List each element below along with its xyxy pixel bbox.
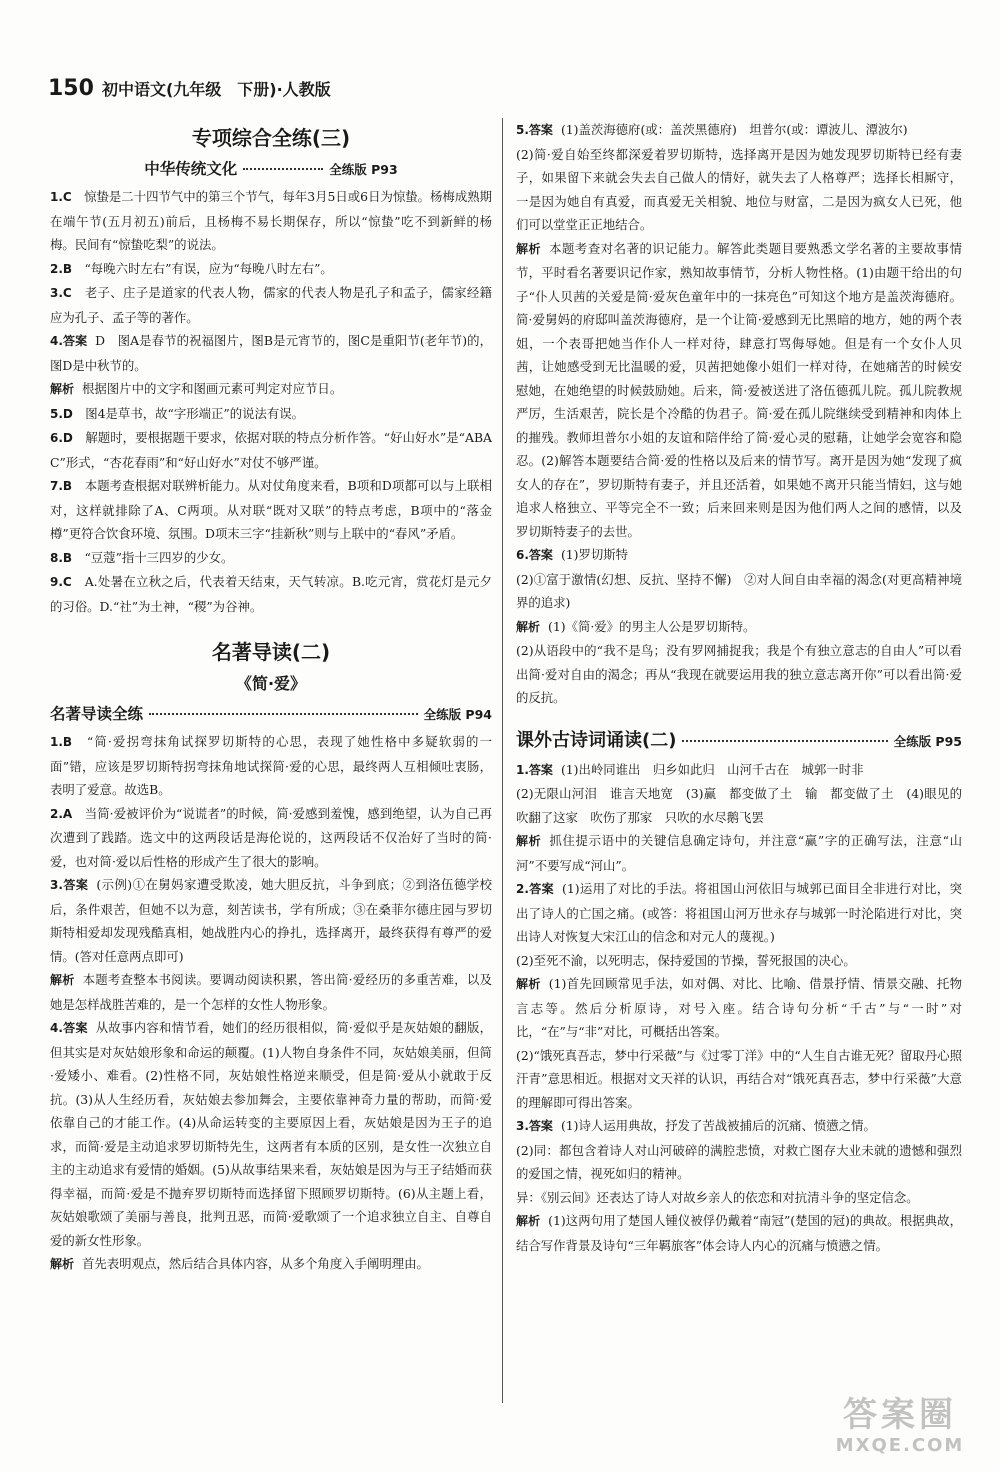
answer-item xyxy=(516,972,962,1044)
item-text: (2)从语段中的“我不是鸟；没有罗网捕捉我；我是个有独立意志的自由人”可以看出简·爱对自由的渴念；再从“我现在就要运用我的独立意志离开你”可以看出简·爱的反抗。 xyxy=(516,643,962,705)
item-label: 解析 xyxy=(50,1257,75,1271)
answer-item xyxy=(50,968,492,1016)
subsection-classics xyxy=(50,702,492,724)
subsection-traditional-culture xyxy=(50,157,492,179)
answer-item xyxy=(50,426,492,474)
book-title: 《简·爱》 xyxy=(235,674,307,693)
item-number: 4. xyxy=(50,1021,63,1035)
item-text: D 图A是春节的祝福图片，图B是元宵节的，图C是重阳节(老年节)的，图D是中秋节的。 xyxy=(50,333,492,373)
answer-item xyxy=(516,1209,962,1257)
answer-item xyxy=(516,949,962,973)
page-ref: 全练版 P95 xyxy=(893,733,962,749)
answer-list-4 xyxy=(516,758,962,1258)
answer-item xyxy=(50,873,492,968)
item-number: 3. xyxy=(516,1119,529,1133)
watermark-url: MXQE.COM xyxy=(835,1435,965,1456)
answer-item xyxy=(516,758,962,783)
item-text: (1)出岭同谁出 归乡如此归 山河千古在 城郭一时非 xyxy=(560,761,864,777)
item-number: 8.B xyxy=(50,550,73,565)
subsection-title: 名著导读全练 xyxy=(50,705,144,723)
item-text: “简·爱拐弯抹角试探罗切斯特的心思，表现了她性格中多疑软弱的一面”错，应该是罗切斯特拐弯抹角地试探简·爱的心思，最终两人互相倾吐衷肠，表明了爱意。故选B。 xyxy=(50,734,492,797)
watermark-text: 答案圈 xyxy=(843,1395,957,1435)
page-number: 150 xyxy=(48,75,94,101)
item-text: “豆蔻”指十三四岁的少女。 xyxy=(84,549,234,565)
item-label: 答案 xyxy=(528,548,553,562)
item-text: (2)同：都包含着诗人对山河破碎的满腔悲愤，对救亡图存大业未就的遗憾和强烈的爱国之情，视死如归的精神。 xyxy=(516,1142,962,1181)
item-text: (2)“饿死真吾志，梦中行采薇”与《过零丁洋》中的“人生自古谁无死？留取丹心照汗青”意思相近。根据对文天祥的认识，再结合对“饿死真吾志，梦中行采薇”大意的理解即可得出答案。 xyxy=(516,1047,962,1110)
item-text: (2)简·爱自始至终都深爱着罗切斯特，选择离开是因为她发现罗切斯特已经有妻子，如果留下来就会失去自己做人的情好，就失去了人格尊严；选择长相厮守，一是因为她自有真爱，而真爱无关相貌、地位与财富，二是因为疯女人已死，他们可以堂堂正正地结合。 xyxy=(516,146,962,232)
answer-item xyxy=(50,377,492,402)
answer-item xyxy=(50,546,492,571)
item-text: 老子、庄子是道家的代表人物，儒家的代表人物是孔子和孟子，儒家经籍应为孔子、孟子等的著作。 xyxy=(50,285,492,325)
right-column xyxy=(516,118,962,1257)
item-text: (1)运用了对比的手法。将祖国山河依旧与城郭已面目全非进行对比，突出了诗人的亡国之痛。(或答：将祖国山河万世永存与城郭一时沦陷进行对比，突出诗人对恢复大宋江山的信念和对元人的蔑视。) xyxy=(516,881,962,944)
item-number: 6. xyxy=(516,548,529,562)
item-number: 2. xyxy=(516,882,529,896)
answer-item xyxy=(50,474,492,546)
answer-item xyxy=(516,1139,962,1186)
item-number: 5. xyxy=(516,123,529,137)
answer-list-3 xyxy=(516,118,962,710)
item-label: 解析 xyxy=(516,619,541,634)
answer-item xyxy=(516,639,962,710)
item-text: 惊蛰是二十四节气中的第三个节气，每年3月5日或6日为惊蛰。杨梅成熟期在端午节(五月初五)前后，且杨梅不易长期保存，所以“惊蛰”吃不到新鲜的杨梅。民间有“惊蛰吃梨”的说法。 xyxy=(50,189,492,252)
item-number: 6.D xyxy=(50,431,73,445)
item-label: 答案 xyxy=(62,878,89,892)
item-number: 1.B xyxy=(50,735,73,749)
item-label: 解析 xyxy=(50,382,75,396)
item-number: 1.C xyxy=(50,190,72,204)
item-text: (2)无限山河泪 谁言天地宽 (3)赢 都变做了土 输 都变做了土 (4)眼见的吹翻了这家 吹伤了那家 只吹的水尽鹅飞罢 xyxy=(516,786,962,825)
answer-item xyxy=(50,802,492,874)
item-text: (示例)①在舅妈家遭受欺凌，她大胆反抗，斗争到底；②到洛伍德学校后，条件艰苦，但她不以为意，刻苦读书，学有所成；③在桑菲尔德庄园与罗切斯特相爱却发现残酷真相，她战胜内心的挣扎，选择离开，最终获得有尊严的爱情。(答对任意两点即可) xyxy=(50,877,492,964)
item-text: “每晚六时左右”有误，应为“每晚八时左右”。 xyxy=(84,260,333,276)
book-title-header: 初中语文(九年级 下册)·人教版 xyxy=(101,79,331,99)
subsection-title: 中华传统文化 xyxy=(144,160,238,178)
answer-item xyxy=(50,329,492,377)
item-label: 答案 xyxy=(528,882,554,896)
item-number: 2.A xyxy=(50,806,73,821)
watermark-logo xyxy=(820,1395,980,1465)
section-title-1: 专项综合全练(三) xyxy=(191,126,351,150)
answer-item xyxy=(50,257,492,282)
answer-item xyxy=(50,1016,492,1252)
item-text: 本题考查对名著的识记能力。解答此类题目要熟悉文学名著的主要故事情节，平时看名著要识记作家，熟知故事情节，分析人物性格。(1)由题干给出的句子“仆人贝茜的关爱是简·爱灰色童年中的一抹亮色”可知这个地方是盖茨海德府。简·爱舅妈的府邸叫盖茨海德府，是一个让简·爱感到无比黑暗的地方，她的两个表姐，一个表哥把她当作仆人一样对待，肆意打骂侮辱她。但是有一个女仆人贝茜，让她感受到无比温暖的爱，贝茜把她像小姐们一样对待，在她痛苦的时候安慰她，在她绝望的时候鼓励她。后来，简·爱被送进了洛伍德孤儿院。孤儿院教规严厉，生活艰苦，院长是个冷酷的伪君子。简·爱在孤儿院继续受到精神和肉体上的摧残。教师坦普尔小姐的友谊和陪伴给了简·爱心灵的慰藉，让她学会宽容和隐忍。(2)解答本题要结合简·爱的性格以及后来的情节写。离开是因为她“发现了疯女人的存在”，罗切斯特有妻子，并且还活着，如果她不离开只能当情妇，这与她追求人格独立、平等完全不一致；后来回来则是因为他们两人之间的感情，以及罗切斯特妻子的去世。 xyxy=(516,240,962,539)
answer-item xyxy=(516,237,962,544)
item-text: (1)盖茨海德府(或：盖茨黑德府) 坦普尔(或：谭波儿、潭波尔) xyxy=(560,122,908,137)
item-text: 根据图片中的文字和图画元素可判定对应节日。 xyxy=(82,381,343,396)
answer-item xyxy=(50,281,492,329)
item-number: 4. xyxy=(50,334,63,348)
item-label: 答案 xyxy=(528,1119,553,1133)
column-divider xyxy=(502,118,503,1403)
item-label: 解析 xyxy=(516,1214,541,1228)
answer-item xyxy=(516,1114,962,1139)
item-number: 5.D xyxy=(50,406,73,421)
item-text: 当简·爱被评价为“说谎者”的时候，简·爱感到羞愧，感到绝望，认为自己再次遭到了践踏。选文中的这两段话是海伦说的，这两段话不仅治好了当时的简·爱，也对简·爱以后性格的形成产生了很大的影响。 xyxy=(50,805,492,869)
answer-item xyxy=(516,1044,962,1115)
item-label: 答案 xyxy=(528,123,553,137)
answer-list-1 xyxy=(50,185,492,618)
subsection-ancient-poetry xyxy=(516,726,962,752)
item-text: A.处暑在立秋之后，代表着天结束，天气转凉。B.吃元宵，赏花灯是元夕的习俗。D.“社”为土神，“稷”为谷神。 xyxy=(50,574,492,614)
item-label: 答案 xyxy=(62,334,88,348)
item-text: 本题考查整本书阅读。要调动阅读积累，答出简·爱经历的多重苦难，以及她是怎样战胜苦难的，是一个怎样的女性人物形象。 xyxy=(50,972,492,1012)
item-number: 2.B xyxy=(50,261,73,276)
item-number: 3.C xyxy=(50,286,72,300)
item-text: (1)这两句用了楚国人锺仪被俘仍戴着“南冠”(楚国的冠)的典故。根据典故，结合写作背景及诗句“三年羁旅客”体会诗人内心的沉痛与愤懑之情。 xyxy=(516,1213,962,1253)
answer-item xyxy=(516,782,962,829)
item-text: 本题考查根据对联辨析能力。从对仗角度来看，B项和D项都可以与上联相对，这样就排除了A、C两项。从对联“既对又联”的特点考虑，B项中的“落金樽”更符合饮食环境、氛围。D项末三字“挂新秋”则与上联中的“春风”矛盾。 xyxy=(50,478,492,541)
item-label: 答案 xyxy=(528,762,553,777)
item-text: 图4是草书，故“字形端正”的说法有误。 xyxy=(85,405,305,421)
answer-item xyxy=(516,829,962,877)
section-title-2: 名著导读(二) xyxy=(211,640,331,664)
page-ref: 全练版 P93 xyxy=(329,162,398,177)
item-text: 异：《别云间》还表达了诗人对故乡亲人的依恋和对抗清斗争的坚定信念。 xyxy=(516,1189,919,1205)
item-text: (1)首先回顾常见手法，如对偶、对比、比喻、借景抒情、情景交融、托物言志等。然后分析原诗，对号入座。结合诗句分析“千古”与“一时”对比，“在”与“非”对比，可概括出答案。 xyxy=(516,976,962,1039)
item-number: 3. xyxy=(50,878,63,892)
item-text: 解题时，要根据题干要求，依据对联的特点分析作答。“好山好水”是“ABAC”形式，“杏花春雨”和“好山好水”对仗不够严谨。 xyxy=(50,430,492,470)
item-text: (1)诗人运用典故，抒发了苦战被捕后的沉痛、愤懑之情。 xyxy=(560,1118,876,1133)
item-number: 7.B xyxy=(50,479,73,493)
page-ref: 全练版 P94 xyxy=(423,707,492,722)
item-number: 1. xyxy=(516,762,529,777)
item-label: 解析 xyxy=(516,977,541,991)
left-column xyxy=(50,118,492,1277)
page-header xyxy=(48,72,331,104)
answer-item xyxy=(516,543,962,568)
answer-item xyxy=(50,730,492,802)
answer-item xyxy=(516,877,962,949)
answer-item xyxy=(50,185,492,257)
answer-item xyxy=(50,402,492,427)
item-text: (1)《简·爱》的男主人公是罗切斯特。 xyxy=(548,618,756,634)
dot-leader xyxy=(149,713,418,715)
item-number: 9.C xyxy=(50,575,72,589)
dot-leader xyxy=(682,740,887,742)
item-text: (2)至死不渝，以死明志，保持爱国的节操，誓死报国的决心。 xyxy=(516,952,856,968)
answer-item xyxy=(516,568,962,615)
item-text: 首先表明观点，然后结合具体内容，从多个角度入手阐明理由。 xyxy=(82,1256,429,1271)
item-text: (1)罗切斯特 xyxy=(560,547,629,562)
item-text: (2)①富于激情(幻想、反抗、坚持不懈) ②对人间自由幸福的渴念(对更高精神境界的追求) xyxy=(516,571,962,610)
answer-list-2 xyxy=(50,730,492,1277)
dot-leader xyxy=(243,168,323,170)
answer-item xyxy=(516,1186,962,1210)
subsection-title: 课外古诗词诵读(二) xyxy=(516,729,677,751)
answer-item xyxy=(50,570,492,618)
item-label: 解析 xyxy=(50,973,75,987)
item-label: 答案 xyxy=(62,1021,88,1035)
answer-item xyxy=(516,143,962,237)
answer-item xyxy=(50,1252,492,1277)
item-text: 抓住提示语中的关键信息确定诗句，并注意“赢”字的正确写法，注意“山河”不要写成“河山”。 xyxy=(516,833,962,873)
item-label: 解析 xyxy=(516,834,542,848)
answer-item xyxy=(516,615,962,640)
item-text: 从故事内容和情节看，她们的经历很相似，简·爱似乎是灰姑娘的翻版，但其实是对灰姑娘形象和命运的颠覆。(1)人物自身条件不同，灰姑娘美丽，但简·爱矮小、难看。(2)性格不同，灰姑娘性格逆来顺受，但是简·爱从小就敢于反抗。(3)从人生经历看，灰姑娘去参加舞会，主要依靠神奇力量的帮助，而简·爱依靠自己的才能工作。(4)从命运转变的主要原因上看，灰姑娘是因为王子的追求，而简·爱是主动追求罗切斯特先生，这两者有本质的区别，是女性一次独立自主的主动追求有爱情的婚姻。(5)从故事结果来看，灰姑娘是因为与王子结婚而获得幸福，而简·爱是不抛弃罗切斯特而选择留下照顾罗切斯特。(6)从主题上看，灰姑娘歌颂了美丽与善良，批判丑恶，而简·爱歌颂了一个追求独立自主、自尊自爱的新女性形象。 xyxy=(50,1020,492,1248)
answer-item xyxy=(516,118,962,143)
item-label: 解析 xyxy=(516,241,542,256)
